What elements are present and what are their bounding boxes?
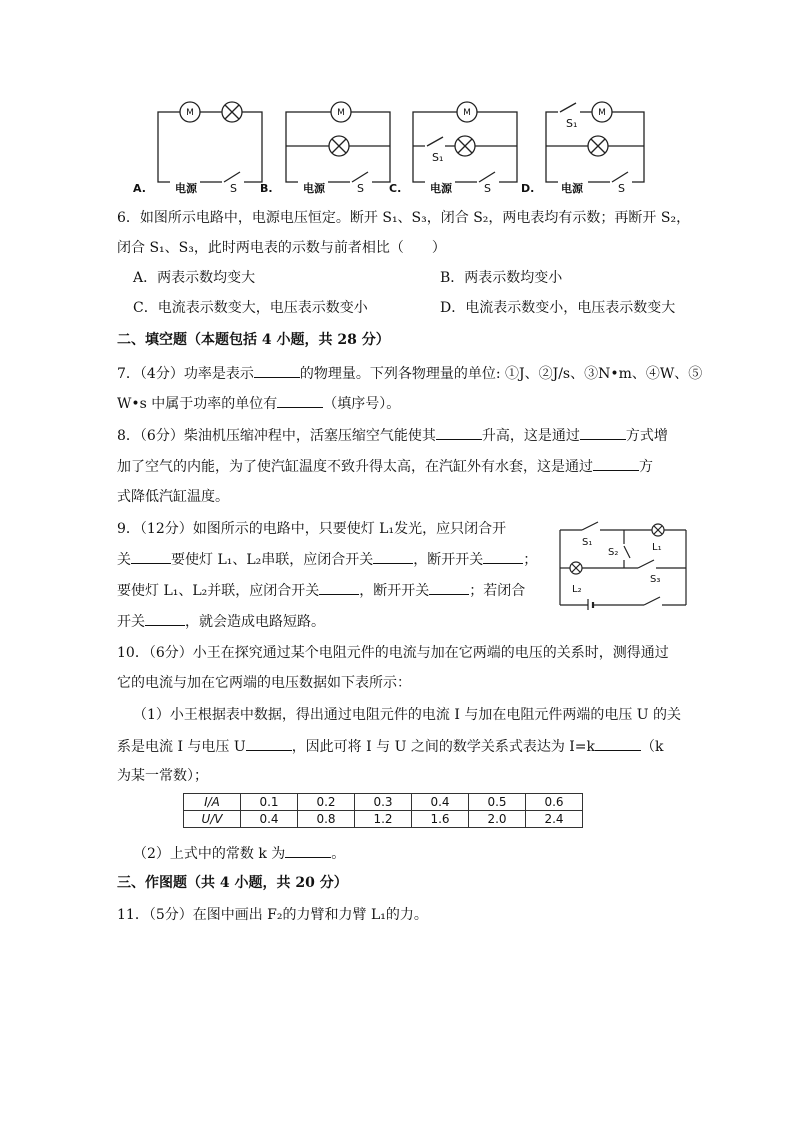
q9-text: 开关 (117, 614, 145, 630)
q7-line2 (117, 393, 400, 414)
answer-blank (277, 393, 323, 408)
source-label: 电源 (303, 182, 325, 195)
section-2-heading: 二、填空题（本题包括 4 小题，共 28 分） (117, 332, 390, 348)
q7-text: 的物理量。下列各物理量的单位: ①J、②J/s、③N•m、④W、⑤ (299, 366, 703, 382)
option-letter: C. (389, 182, 402, 195)
switch-label: S (484, 182, 491, 195)
q9-text: 要使灯 L₁、L₂并联，应闭合开关 (117, 583, 320, 599)
q10-line6 (133, 843, 345, 864)
answer-blank (285, 843, 331, 858)
table-header-cell: U/V (184, 811, 241, 828)
switch-label: S₂ (608, 547, 619, 558)
q10-line2: 它的电流与加在它两端的电压数据如下表所示： (117, 675, 411, 691)
option-letter: A. (133, 182, 146, 195)
q9-line2 (117, 549, 537, 570)
switch-label: S₁ (582, 537, 593, 548)
table-cell: 0.3 (355, 794, 412, 811)
iu-data-table (183, 793, 583, 828)
circuit-d (546, 102, 644, 182)
option-letter: D. (521, 182, 535, 195)
q9-text: ，就会造成电路短路。 (185, 614, 325, 630)
q9-text: 要使灯 L₁、L₂串联，应闭合开关 (171, 552, 374, 568)
switch-label: S₃ (650, 574, 661, 585)
motor-symbol: M (186, 108, 194, 118)
q10-line3: （1）小王根据表中数据，得出通过电阻元件的电流 I 与加在电阻元件两端的电压 U 的关 (133, 707, 682, 723)
q10-text: （k (641, 739, 664, 755)
q10-text: ，因此可将 I 与 U 之间的数学关系式表达为 I=k (291, 739, 596, 755)
q10-line4 (117, 736, 664, 757)
q9-text: ； (523, 552, 538, 568)
table-cell: 0.5 (469, 794, 526, 811)
table-cell: 0.6 (526, 794, 583, 811)
q8-line2 (117, 456, 653, 477)
answer-blank (319, 580, 359, 595)
table-cell: 0.2 (298, 794, 355, 811)
table-row (184, 811, 583, 828)
answer-blank (593, 456, 639, 471)
switch-label: S (357, 182, 364, 195)
circuit-a (158, 102, 262, 182)
answer-blank (373, 549, 413, 564)
motor-symbol: M (463, 108, 471, 118)
q7-line1 (117, 363, 702, 384)
switch-label: S (618, 182, 625, 195)
table-cell: 1.2 (355, 811, 412, 828)
q8-text: 8．（6分）柴油机压缩冲程中，活塞压缩空气能使其 (117, 428, 436, 444)
lamp-label: L₁ (652, 542, 662, 553)
lamp-label: L₂ (572, 584, 582, 595)
switch-label: S₁ (566, 117, 578, 130)
table-cell: 0.1 (241, 794, 298, 811)
table-cell: 2.0 (469, 811, 526, 828)
q7-text: （填序号）。 (323, 396, 401, 412)
circuit-options-figure (0, 0, 794, 200)
q8-text: 方式增 (625, 428, 668, 444)
answer-blank (595, 736, 641, 751)
q9-line1: 9．（12分）如图所示的电路中，只要使灯 L₁发光，应只闭合开 (117, 521, 507, 537)
table-cell: 0.4 (241, 811, 298, 828)
source-label: 电源 (561, 182, 583, 195)
source-label: 电源 (430, 182, 452, 195)
q8-text: 升高，这是通过 (481, 428, 580, 444)
q6-option-a: A．两表示数均变大 (133, 270, 256, 286)
table-cell: 0.4 (412, 794, 469, 811)
motor-symbol: M (337, 108, 345, 118)
answer-blank (145, 611, 185, 626)
option-letter: B. (260, 182, 273, 195)
table-cell: 2.4 (526, 811, 583, 828)
answer-blank (580, 425, 626, 440)
q6-option-b: B．两表示数均变小 (440, 270, 563, 286)
q6-option-d: D．电流表示数变小，电压表示数变大 (440, 300, 676, 316)
switch-label: S₁ (432, 151, 444, 164)
answer-blank (246, 736, 292, 751)
q9-line4 (117, 611, 325, 632)
q6-stem-line1: 6．如图所示电路中，电源电压恒定。断开 S₁、S₃，闭合 S₂，两电表均有示数；再断开 S₂， (117, 210, 691, 226)
q10-line5: 为某一常数）； (117, 768, 208, 784)
q10-text: 系是电流 I 与电压 U (117, 739, 246, 755)
q9-text: ，断开开关 (359, 583, 430, 599)
answer-blank (436, 425, 482, 440)
answer-blank (483, 549, 523, 564)
q8-line3: 式降低汽缸温度。 (117, 489, 229, 505)
table-header-cell: I/A (184, 794, 241, 811)
answer-blank (429, 580, 469, 595)
table-cell: 1.6 (412, 811, 469, 828)
q7-text: W•s 中属于功率的单位有 (117, 396, 278, 412)
q7-text: 7．（4分）功率是表示 (117, 366, 254, 382)
table-cell: 0.8 (298, 811, 355, 828)
table-row (184, 794, 583, 811)
q8-text: 加了空气的内能，为了使汽缸温度不致升得太高，在汽缸外有水套，这是通过 (117, 459, 593, 475)
q10-line1: 10．（6分）小王在探究通过某个电阻元件的电流与加在它两端的电压的关系时，测得通过 (117, 645, 669, 661)
q10-text: 。 (331, 846, 346, 862)
q9-line3 (117, 580, 525, 601)
motor-symbol: M (598, 108, 606, 118)
q9-text: 关 (117, 552, 131, 568)
q9-circuit-figure (552, 520, 692, 610)
q6-stem-line2: 闭合 S₁、S₃，此时两电表的示数与前者相比（ ） (117, 240, 446, 256)
q8-text: 方 (639, 459, 653, 475)
answer-blank (254, 363, 300, 378)
q8-line1 (117, 425, 668, 446)
q11-stem: 11．（5分）在图中画出 F₂的力臂和力臂 L₁的力。 (117, 907, 428, 923)
section-3-heading: 三、作图题（共 4 小题，共 20 分） (117, 875, 348, 891)
q9-text: ；若闭合 (469, 583, 526, 599)
source-label: 电源 (175, 182, 197, 195)
q10-text: （2）上式中的常数 k 为 (133, 846, 286, 862)
answer-blank (131, 549, 171, 564)
q6-option-c: C．电流表示数变大，电压表示数变小 (133, 300, 368, 316)
switch-label: S (230, 182, 237, 195)
q9-text: ，断开开关 (413, 552, 484, 568)
